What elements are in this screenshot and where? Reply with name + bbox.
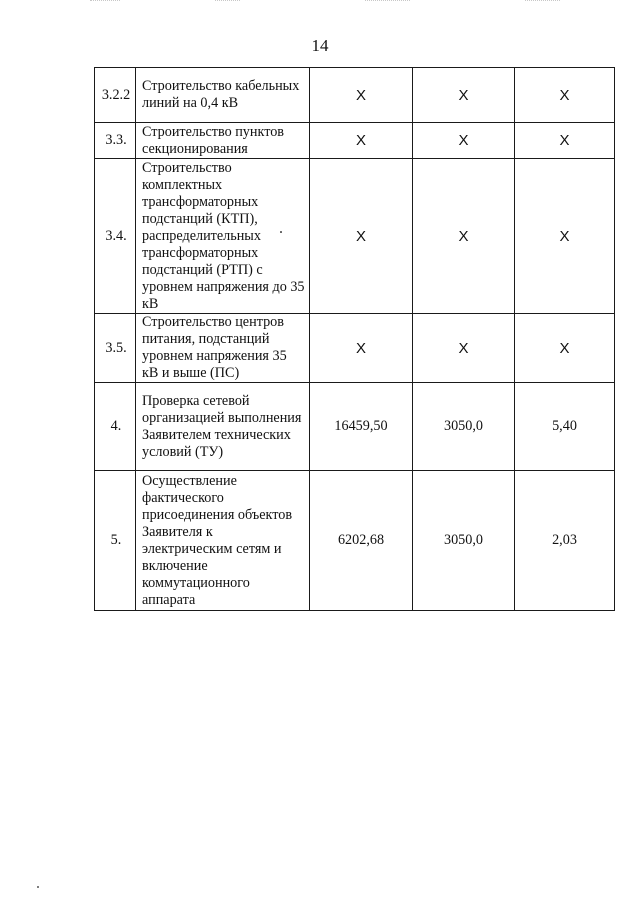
- row-description: Строительство комплектных трансформаторных подстанций (КТП), распределительных трансформаторных подстанций (РТП) с уровнем напряжения до 35 кВ: [136, 159, 310, 314]
- row-value-1: X: [310, 159, 413, 314]
- row-value-2: 3050,0: [413, 383, 515, 471]
- row-number: 4.: [95, 383, 136, 471]
- row-number: 5.: [95, 471, 136, 611]
- table-row: [95, 471, 615, 611]
- row-value-3: 5,40: [515, 383, 615, 471]
- row-description: Осуществление фактического присоединения объектов Заявителя к электрическим сетям и включение коммутационного аппарата: [136, 471, 310, 611]
- row-value-3: X: [515, 314, 615, 383]
- page-number: 14: [311, 36, 329, 55]
- table-row: [95, 68, 615, 123]
- table-row: [95, 383, 615, 471]
- row-value-2: X: [413, 314, 515, 383]
- row-value-2: X: [413, 123, 515, 159]
- row-value-2: X: [413, 159, 515, 314]
- row-number: 3.2.2: [95, 68, 136, 123]
- table-row: [95, 123, 615, 159]
- row-number: 3.5.: [95, 314, 136, 383]
- scan-artifact: [365, 0, 410, 15]
- scan-speck: [37, 886, 39, 888]
- row-value-1: X: [310, 123, 413, 159]
- row-description: Проверка сетевой организацией выполнения Заявителем технических условий (ТУ): [136, 383, 310, 471]
- row-value-1: X: [310, 68, 413, 123]
- scan-artifact: [525, 0, 560, 15]
- row-number: 3.3.: [95, 123, 136, 159]
- row-description: Строительство пунктов секционирования: [136, 123, 310, 159]
- row-value-1: X: [310, 314, 413, 383]
- row-value-3: 2,03: [515, 471, 615, 611]
- row-value-3: X: [515, 159, 615, 314]
- row-value-2: X: [413, 68, 515, 123]
- row-value-2: 3050,0: [413, 471, 515, 611]
- scan-artifact: [215, 0, 240, 15]
- row-value-1: 16459,50: [310, 383, 413, 471]
- row-value-3: X: [515, 68, 615, 123]
- row-value-1: 6202,68: [310, 471, 413, 611]
- row-value-3: X: [515, 123, 615, 159]
- row-description: Строительство центров питания, подстанций уровнем напряжения 35 кВ и выше (ПС): [136, 314, 310, 383]
- row-description: Строительство кабельных линий на 0,4 кВ: [136, 68, 310, 123]
- table-row: [95, 159, 615, 314]
- table-row: [95, 314, 615, 383]
- tariff-table: [94, 67, 615, 611]
- row-number: 3.4.: [95, 159, 136, 314]
- scan-artifact: [90, 0, 120, 15]
